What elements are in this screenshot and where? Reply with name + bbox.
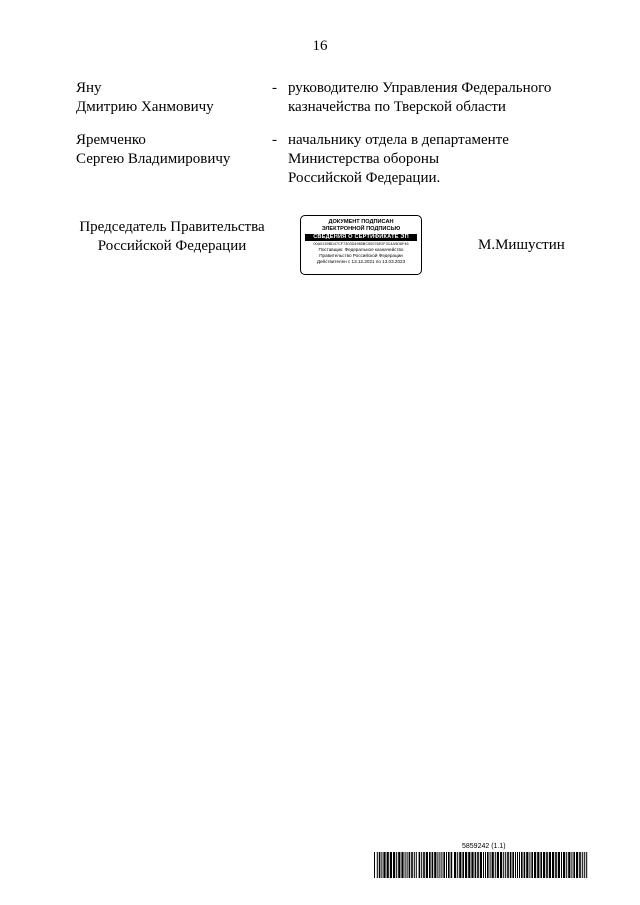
barcode-bar: [446, 852, 447, 878]
barcode-bar: [566, 852, 567, 878]
barcode-bar: [540, 852, 542, 878]
barcode-bar: [552, 852, 554, 878]
barcode-bar: [549, 852, 551, 878]
barcode-bar: [495, 852, 496, 878]
position-line: казначейства по Тверской области: [288, 99, 506, 115]
barcode-bar: [515, 852, 516, 878]
barcode-bar: [524, 852, 526, 878]
barcode-icon: [374, 852, 588, 878]
stamp-issuer-2: Правительство Российской Федерации: [319, 253, 403, 259]
barcode-bar: [568, 852, 570, 878]
barcode-bar: [507, 852, 509, 878]
barcode-bar: [439, 852, 440, 878]
signer-title-line: Российской Федерации: [97, 238, 247, 254]
barcode-bar: [586, 852, 587, 878]
stamp-serial: 00A0139BD47CF7303D4965BC50076E2F3C4A9D6F46: [313, 242, 409, 247]
barcode-bar: [411, 852, 413, 878]
barcode-bar: [534, 852, 536, 878]
barcode-bar: [471, 852, 473, 878]
barcode-bar: [409, 852, 411, 878]
barcode-bar: [487, 852, 489, 878]
barcode-bar: [451, 852, 453, 878]
barcode-bar: [519, 852, 520, 878]
barcode-bar: [401, 852, 403, 878]
barcode-bar: [432, 852, 434, 878]
barcode-bar: [558, 852, 560, 878]
barcode-bar: [441, 852, 442, 878]
barcode-bar: [576, 852, 578, 878]
barcode-bar: [526, 852, 528, 878]
recipient-position: [288, 79, 578, 117]
barcode-bar: [477, 852, 479, 878]
barcode-bar: [396, 852, 397, 878]
barcode-bar: [512, 852, 514, 878]
barcode-bar: [480, 852, 482, 878]
barcode-bar: [416, 852, 417, 878]
barcode-bar: [377, 852, 378, 878]
barcode-bar: [437, 852, 438, 878]
barcode-bar: [429, 852, 431, 878]
barcode-bar: [492, 852, 494, 878]
barcode-bar: [529, 852, 530, 878]
barcode-bar: [497, 852, 499, 878]
recipient-position: [288, 131, 578, 188]
recipient-name: [76, 79, 266, 117]
signer-title: [72, 218, 272, 256]
digital-signature-stamp: [300, 215, 422, 275]
barcode-bar: [459, 852, 461, 878]
barcode-bar: [390, 852, 392, 878]
recipient-name: [76, 131, 266, 169]
barcode-bar: [521, 852, 523, 878]
barcode-bar: [475, 852, 477, 878]
barcode-bar: [555, 852, 557, 878]
barcode-bar: [465, 852, 467, 878]
barcode-bar: [584, 852, 585, 878]
barcode-bar: [387, 852, 389, 878]
barcode-bar: [393, 852, 395, 878]
barcode-bar: [490, 852, 491, 878]
barcode-bar: [582, 852, 583, 878]
barcode-bar: [505, 852, 506, 878]
barcode-bar: [454, 852, 456, 878]
barcode-bar: [421, 852, 422, 878]
signer-title-line: Председатель Правительства: [79, 219, 265, 235]
barcode-bar: [398, 852, 400, 878]
barcode-bar: [443, 852, 445, 878]
barcode-bar: [543, 852, 545, 878]
name-line: Дмитрию Ханмовичу: [76, 99, 214, 115]
document-code: 5859242 (1.1): [462, 843, 506, 850]
name-line: Сергею Владимировичу: [76, 151, 231, 167]
barcode-bar: [571, 852, 572, 878]
barcode-bar: [503, 852, 504, 878]
name-line: Яремченко: [76, 132, 146, 148]
barcode-bar: [379, 852, 381, 878]
barcode-bar: [462, 852, 464, 878]
signer-name: М.Мишустин: [478, 237, 565, 253]
stamp-line-2: ЭЛЕКТРОННОЙ ПОДПИСЬЮ: [321, 225, 401, 232]
dash: -: [272, 132, 277, 148]
dash: -: [272, 80, 277, 96]
barcode-bar: [510, 852, 512, 878]
barcode-bar: [419, 852, 421, 878]
barcode-bar: [483, 852, 484, 878]
barcode-bar: [561, 852, 562, 878]
barcode-bar: [448, 852, 450, 878]
position-line: начальнику отдела в департаменте: [288, 132, 509, 148]
position-line: Министерства обороны: [288, 151, 440, 167]
barcode-bar: [468, 852, 470, 878]
barcode-bar: [423, 852, 425, 878]
barcode-bar: [381, 852, 382, 878]
barcode-bar: [485, 852, 486, 878]
barcode-bar: [517, 852, 518, 878]
name-line: Яну: [76, 80, 102, 96]
barcode-bar: [500, 852, 502, 878]
barcode-bar: [434, 852, 436, 878]
barcode-bar: [383, 852, 385, 878]
position-line: руководителю Управления Федерального: [288, 80, 552, 96]
barcode-bar: [414, 852, 415, 878]
barcode-bar: [563, 852, 565, 878]
barcode-bar: [407, 852, 408, 878]
position-line: Российской Федерации.: [288, 170, 441, 186]
page-number: 16: [312, 38, 328, 54]
stamp-issuer-1: Поставщик: Федеральное казначейство: [318, 247, 404, 253]
barcode-bar: [457, 852, 458, 878]
barcode-bar: [546, 852, 548, 878]
barcode-bar: [426, 852, 428, 878]
stamp-line-1: ДОКУМЕНТ ПОДПИСАН: [328, 219, 394, 225]
barcode-bar: [573, 852, 575, 878]
barcode-bar: [537, 852, 539, 878]
stamp-certificate-bar: СВЕДЕНИЯ О СЕРТИФИКАТЕ ЭП: [305, 234, 417, 242]
barcode-bar: [579, 852, 581, 878]
stamp-validity: Действителен с 13.12.2021 по 13.03.2023: [316, 259, 406, 265]
barcode-bar: [531, 852, 533, 878]
barcode-bar: [405, 852, 406, 878]
barcode-bar: [374, 852, 375, 878]
